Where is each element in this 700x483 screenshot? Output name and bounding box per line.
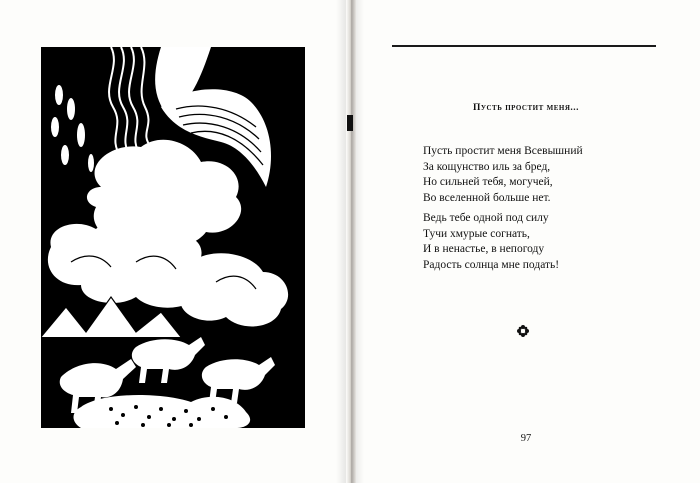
poem-line: За кощунство иль за бред,: [423, 160, 551, 173]
ink-illustration: [41, 47, 305, 428]
poem-stanza-1: [423, 144, 583, 206]
poem-line: Пусть простит меня Всевышний: [423, 145, 583, 157]
page-edge-mark: [347, 115, 353, 131]
poem-line: Во вселенной больше нет.: [423, 191, 551, 204]
poem-line: Радость солнца мне подать!: [423, 258, 560, 271]
poem-line: Тучи хмурые согнать,: [423, 227, 530, 240]
poem-line: Ведь тебе одной под силу: [423, 212, 549, 224]
poem-line: Но сильней тебя, могучей,: [423, 176, 553, 189]
poem-line: И в ненастье, в непогоду: [423, 243, 545, 256]
header-rule: [392, 45, 656, 47]
book-gutter: [346, 0, 356, 483]
poem-stanza-2: [423, 211, 559, 273]
illustration-drawing: [41, 47, 305, 428]
poem-title: Пусть простит меня...: [472, 103, 580, 113]
flower-ornament-icon: [516, 324, 530, 338]
page-number: 97: [520, 433, 532, 444]
